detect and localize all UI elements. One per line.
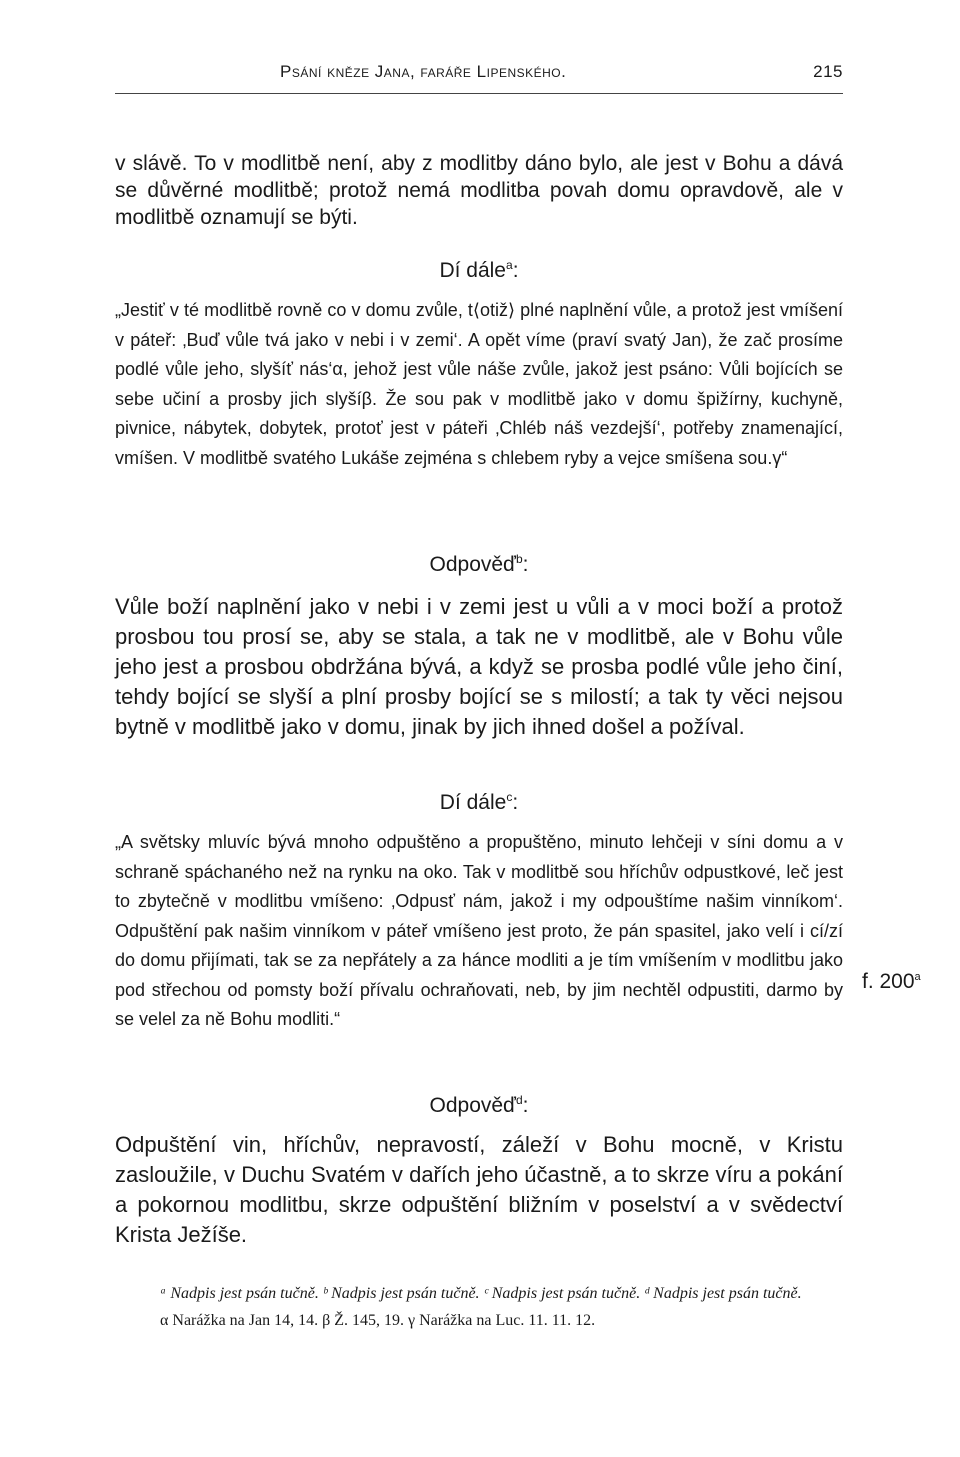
- folio-margin-note: [862, 970, 921, 994]
- heading-odpoved-b: Odpověď$^b$:: [429, 552, 529, 576]
- heading-text: Dí dále: [439, 791, 507, 814]
- folio-text: f. 200: [862, 970, 915, 993]
- footnotes: [115, 1280, 843, 1334]
- header-rule: [115, 93, 843, 94]
- heading-sup: b: [515, 552, 523, 566]
- heading-text: Dí dále: [439, 259, 506, 282]
- footnote-line-references: α Narážka na Jan 14, 14. β Ž. 145, 19. γ Narážka na Luc. 11. 11. 12.: [160, 1312, 596, 1329]
- heading-sup: a: [506, 258, 513, 272]
- page-header: [115, 62, 843, 86]
- footnote-line-textual: ᵃ Nadpis jest psán tučně. ᵇ Nadpis jest psán tučně. ᶜ Nadpis jest psán tučně. ᵈ Nadpis jest psán tučně.: [160, 1285, 802, 1302]
- heading-di-dale-c: Dí dále$^c$:: [439, 790, 519, 814]
- heading-sup: d: [515, 1093, 523, 1107]
- page-number: 215: [813, 62, 843, 81]
- running-title: Psání kněze Jana, faráře Lipenského.: [280, 62, 567, 81]
- quote-1: „Jestiť v té modlitbě rovně co v domu zvůle, t⟨otiž⟩ plné naplnění vůle, a protož jest vmíšení v páteř: ‚Buď vůle tvá jako v nebi i v zemi‘. A opět víme (praví svatý Jan), že zač prosíme podlé vůle jeho, slyšíť nás‘α, jehož jest vůle náše zvůle, jakož jest psáno: Vůli bojících se sebe učiní a prosby jich slyšíβ. Že sou pak v modlitbě jako v domu špižírny, kuchyně, pivnice, nábytek, dobytek, protoť jest v páteři ‚Chléb náš vezdejší‘, potřeby znamenající, vmíšen. V modlitbě svatého Lukáše zejména s chlebem ryby a vejce smíšena sou.γ“: [115, 300, 843, 468]
- heading-text: Odpověď: [429, 1094, 516, 1117]
- quote-2: „A světsky mluvíc bývá mnoho odpuštěno a propuštěno, minuto lehčeji v síni domu a v schraně spáchaného než na rynku na oko. Tak v modlitbě sou hříchův odpustkové, leč jest to zbytečně v modlitbu vmíšeno: ‚Odpusť nám, jakož i my odpouštíme našim vinníkom‘. Odpuštění pak našim vinníkom v páteř vmíšeno jest proto, že pán spasitel, jako velí i cí/zí do domu přijímati, tak se za nepřátely a za hánce modliti a je tím vmíšením v modlitbu jako pod střechou od pomsty boží přívalu ochraňovati, neb, by jim nechtěl odpustiti, darmo by se velel za ně Bohu modliti.“: [115, 832, 843, 1029]
- paragraph-intro: v slávě. To v modlitbě není, aby z modlitby dáno bylo, ale jest v Bohu a dává se důvěrné modlitbě; protož nemá modlitba povah domu opravdově, ale v modlitbě oznamují se býti.: [115, 152, 843, 229]
- folio-sup: a: [914, 971, 921, 983]
- heading-di-dale-a: Dí dále$^a$:: [439, 258, 519, 282]
- heading-sup: c: [506, 790, 513, 804]
- heading-odpoved-d: Odpověď$^d$:: [429, 1093, 529, 1117]
- answer-2: Odpuštění vin, hříchův, nepravostí, záleží v Bohu mocně, v Kristu zasloužile, v Duchu Svatém v dařích jeho účastně, a to skrze víru a pokání a pokornou modlitbu, skrze odpuštění bližním v poselství a v svědectví Krista Ježíše.: [115, 1132, 843, 1247]
- heading-text: Odpověď: [429, 553, 516, 576]
- answer-1: Vůle boží naplnění jako v nebi i v zemi jest u vůli a v moci boží a protož prosbou tou prosí se, aby se stala, a tak ne v modlitbě, ale v Bohu vůle jeho jest a prosbou obdržána bývá, a když se prosba podlé vůle jeho činí, tehdy bojící se slyší a plní prosby bojící se s milostí; a tak ty věci nejsou bytně v modlitbě jako v domu, jinak by jich ihned došel a požíval.: [115, 594, 843, 739]
